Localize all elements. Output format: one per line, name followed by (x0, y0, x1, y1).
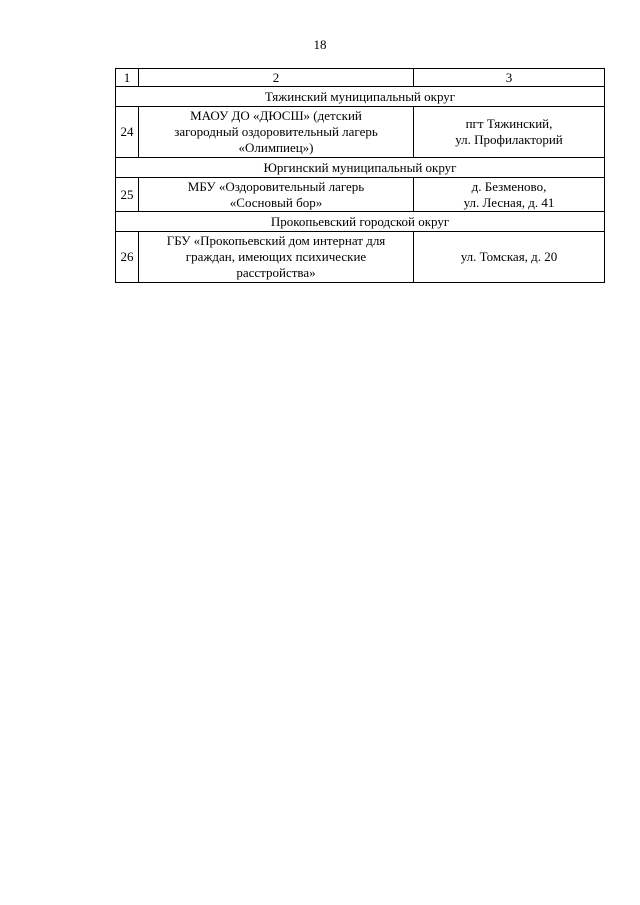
column-header: 3 (414, 69, 605, 87)
column-header: 2 (139, 69, 414, 87)
institution-address: ул. Томская, д. 20 (414, 232, 605, 283)
row-number: 25 (116, 178, 139, 212)
table-row (116, 178, 605, 212)
section-row (116, 212, 605, 232)
institution-address: пгт Тяжинский, ул. Профилакторий (414, 107, 605, 158)
section-title: Тяжинский муниципальный округ (116, 87, 605, 107)
section-title: Юргинский муниципальный округ (116, 158, 605, 178)
institution-name: МАОУ ДО «ДЮСШ» (детский загородный оздоровительный лагерь «Олимпиец») (139, 107, 414, 158)
institution-name: МБУ «Оздоровительный лагерь «Сосновый бор» (139, 178, 414, 212)
section-row (116, 158, 605, 178)
section-row (116, 87, 605, 107)
institution-address: д. Безменово, ул. Лесная, д. 41 (414, 178, 605, 212)
institutions-table (115, 68, 605, 283)
table-row (116, 232, 605, 283)
institution-name: ГБУ «Прокопьевский дом интернат для граждан, имеющих психические расстройства» (139, 232, 414, 283)
row-number: 24 (116, 107, 139, 158)
column-header: 1 (116, 69, 139, 87)
section-title: Прокопьевский городской округ (116, 212, 605, 232)
row-number: 26 (116, 232, 139, 283)
table-row (116, 107, 605, 158)
page-number: 18 (313, 37, 327, 52)
table-header-row (116, 69, 605, 87)
